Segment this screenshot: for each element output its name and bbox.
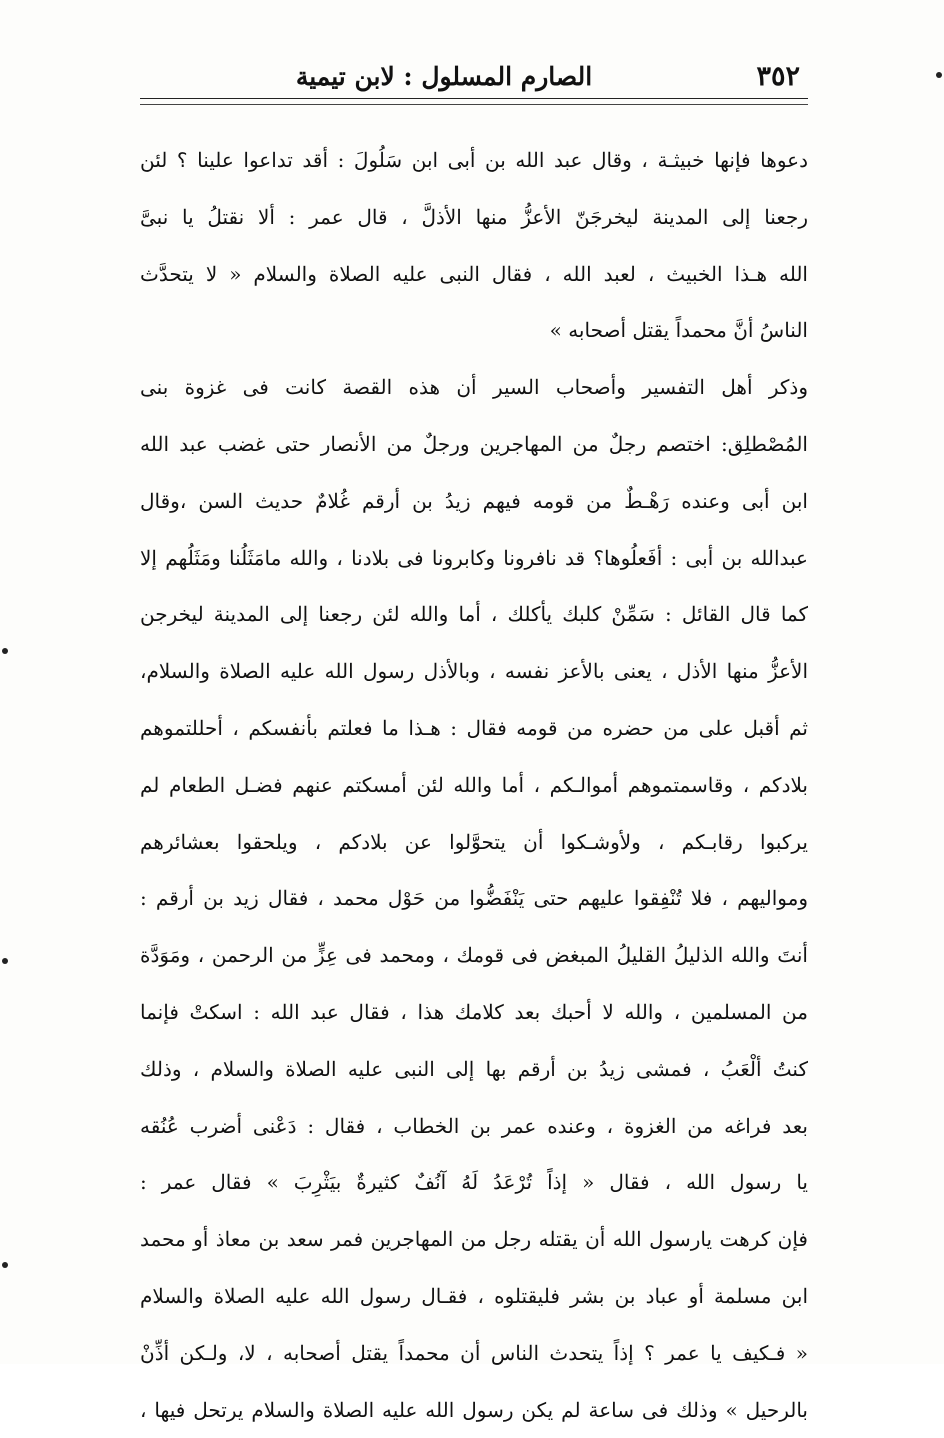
text-line: ثم أقبل على من حضره من قومه فقال : هـذا ما فعلتم بأنفسكم ، أحللتموهم [140, 715, 808, 740]
text-line: عبدالله بن أبى : أفَعلُوها؟ قد نافرونا وكابرونا فى بلادنا ، والله مامَثَلُنا ومَثَلُهم إلا [140, 545, 808, 570]
header-rule-thin [140, 104, 808, 105]
body-text [140, 132, 808, 1438]
text-line: « فـكيف يا عمر ؟ إذاً يتحدث الناس أن محمداً يقتل أصحابه ، لا، ولـكن أذِّنْ [140, 1340, 808, 1365]
text-line: وذكر أهل التفسير وأصحاب السير أن هذه القصة كانت فى غزوة بنى [140, 375, 808, 400]
text-line: ومواليهم ، فلا تُنْفِقوا عليهم حتى يَنْفَضُّوا من حَوْل محمد ، فقال زيد بن أرقم : [140, 886, 808, 911]
page-number: ٣٥٢ [756, 61, 800, 92]
scan-margin-mark [2, 648, 8, 654]
scan-margin-mark [936, 72, 942, 78]
text-line: أنتَ والله الذليلُ القليلُ المبغض فى قومك ، ومحمد فى عِزٍّ من الرحمن ، ومَوَدَّة [140, 943, 808, 968]
text-line: كنتُ ألْعَبُ ، فمشى زيدُ بن أرقم بها إلى النبى عليه الصلاة والسلام ، وذلك [140, 1056, 808, 1081]
text-line: الله هـذا الخبيث ، لعبد الله ، فقال النبى عليه الصلاة والسلام « لا يتحدَّث [140, 261, 808, 286]
running-title: الصارم المسلول : لابن تيمية [295, 62, 593, 91]
page-header [140, 58, 808, 98]
text-line: رجعنا إلى المدينة ليخرجَنّ الأعزُّ منها الأذلَّ ، قال عمر : ألا نقتلُ يا نبىَّ [140, 204, 808, 229]
text-line: يا رسول الله ، فقال « إذاً تُرْعَدُ لَهُ آنُفٌ كثيرةٌ بيَثْرِبَ » فقال عمر : [140, 1170, 808, 1195]
scan-margin-mark [2, 958, 8, 964]
text-line: دعوها فإنها خبيثـة ، وقال عبد الله بن أبى ابن سَلُولَ : أقد تداعوا علينا ؟ لئن [140, 148, 808, 172]
text-line: ابن مسلمة أو عباد بن بشر فليقتلوه ، فقـال رسول الله عليه الصلاة والسلام [140, 1283, 808, 1308]
text-line: من المسلمين ، والله لا أحبك بعد كلامك هذا ، فقال عبد الله : اسكتْ فإنما [140, 999, 808, 1024]
scan-margin-mark [2, 1262, 8, 1268]
text-line: الأعزُّ منها الأذل ، يعنى بالأعز نفسه ، وبالأذل رسول الله عليه الصلاة والسلام، [140, 659, 808, 684]
text-line: بعد فراغه من الغزوة ، وعنده عمر بن الخطاب ، فقال : دَعْنى أضرب عُنُقه [140, 1113, 808, 1138]
header-rule [140, 98, 808, 99]
text-line: كما قال القائل : سَمِّنْ كلبك يأكلك ، أما والله لئن رجعنا إلى المدينة ليخرجن [140, 602, 808, 627]
text-line: المُصْطلِق: اختصم رجلٌ من المهاجرين ورجلٌ من الأنصار حتى غضب عبد الله [140, 431, 808, 456]
text-line: ابن أبى وعنده رَهْـطٌ من قومه فيهم زيدُ بن أرقم غُلامٌ حديث السن ،وقال [140, 488, 808, 513]
text-line: بالرحيل » وذلك فى ساعة لم يكن رسول الله عليه الصلاة والسلام يرتحل فيها ، [140, 1397, 808, 1422]
text-line: الناسُ أنَّ محمداً يقتل أصحابه » [549, 318, 808, 343]
text-line: يركبوا رقابـكم ، ولأوشـكوا أن يتحوَّلوا عن بلادكم ، ويلحقوا بعشائرهم [140, 829, 808, 854]
text-line: فإن كرهت يارسول الله أن يقتله رجل من المهاجرين فمر سعد بن معاذ أو محمد [140, 1227, 808, 1252]
text-line: بلادكم ، وقاسمتموهم أموالـكم ، أما والله لئن أمسكتم عنهم فضـل الطعام لم [140, 772, 808, 797]
